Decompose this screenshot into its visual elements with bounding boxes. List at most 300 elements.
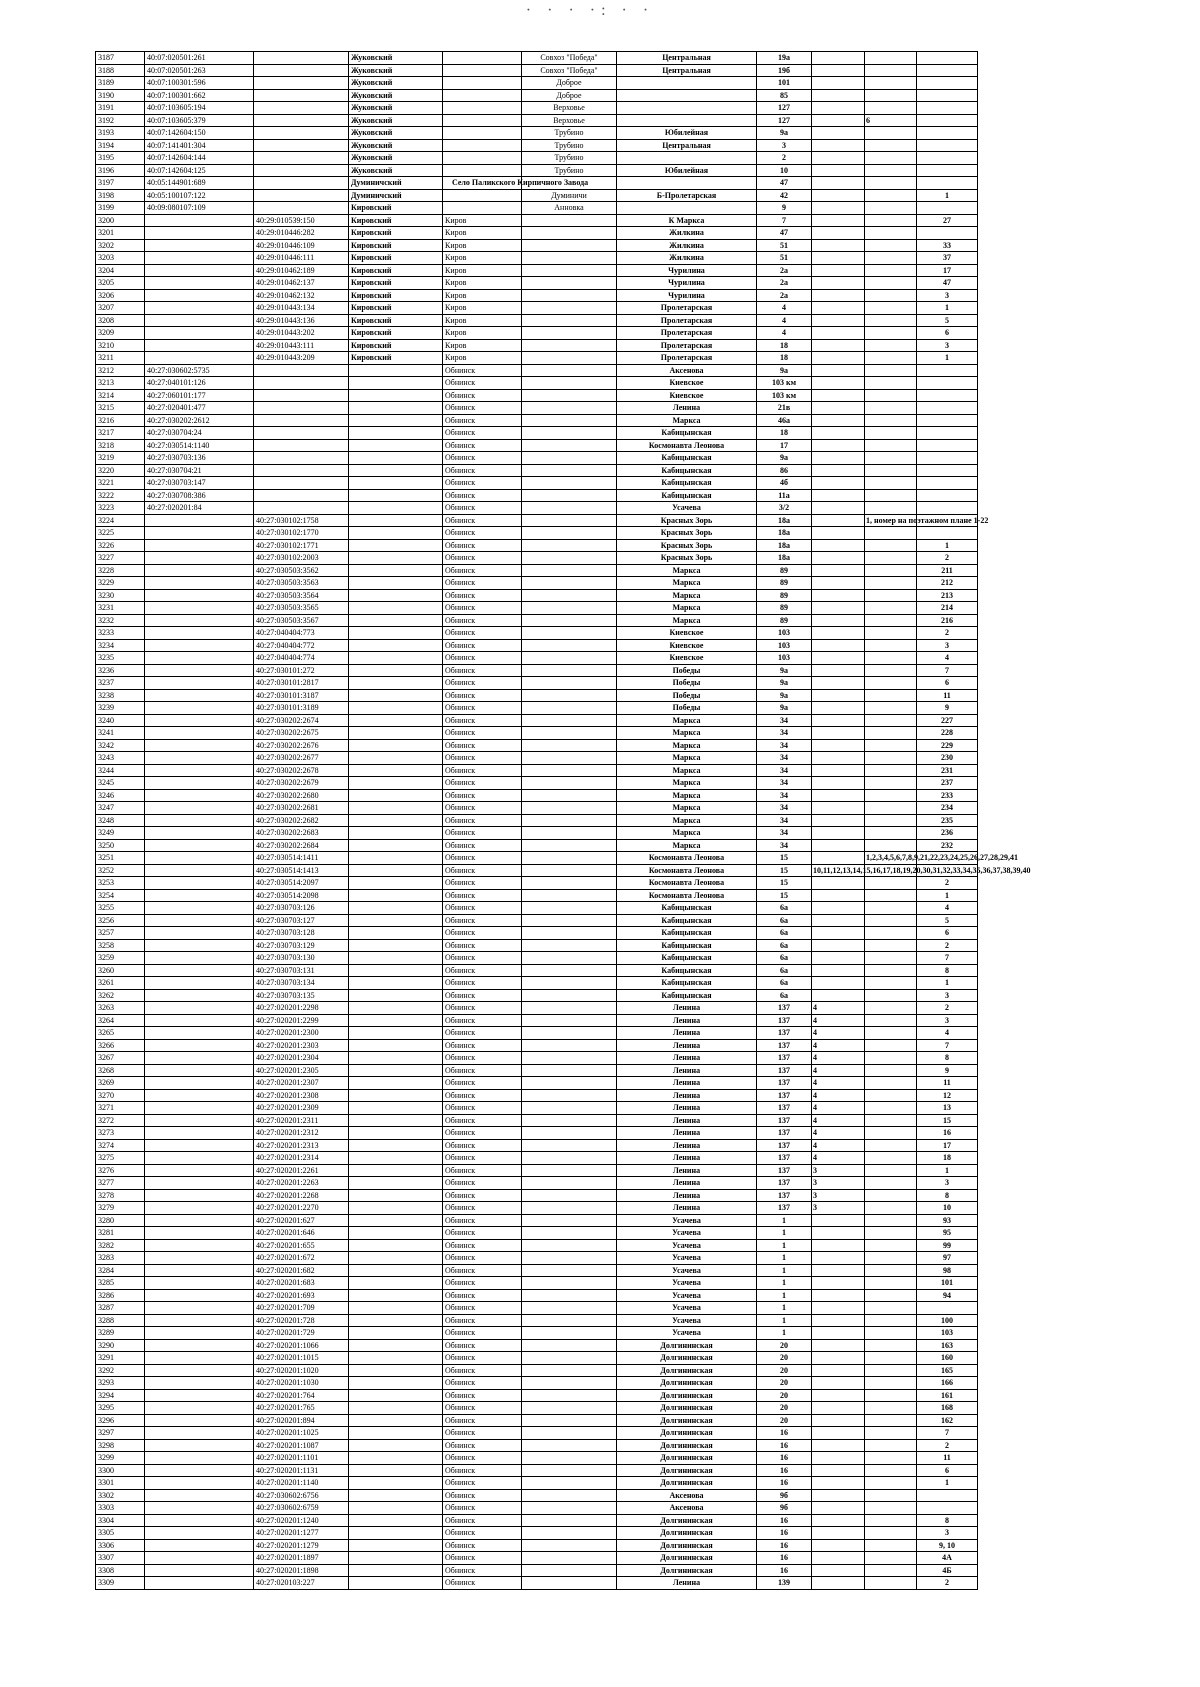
cadastral-number-object-cell: 40:29:010462:137 xyxy=(254,277,349,290)
cadastral-number-land-cell xyxy=(145,539,254,552)
cadastral-number-object-cell: 40:27:020201:764 xyxy=(254,1389,349,1402)
table-row xyxy=(96,1214,978,1227)
settlement-cell xyxy=(522,1289,617,1302)
apartment-cell: 2 xyxy=(917,939,978,952)
settlement-cell xyxy=(522,502,617,515)
cadastral-number-object-cell: 40:27:030102:1758 xyxy=(254,514,349,527)
street-cell: Долгининская xyxy=(617,1439,757,1452)
row-number-cell: 3305 xyxy=(96,1527,145,1540)
apartment-cell: 168 xyxy=(917,1402,978,1415)
settlement-cell xyxy=(522,477,617,490)
cadastral-number-object-cell: 40:27:020201:672 xyxy=(254,1252,349,1265)
cadastral-number-object-cell xyxy=(254,89,349,102)
apartment-cell: 234 xyxy=(917,802,978,815)
city-cell xyxy=(443,102,522,115)
house-cell: 103 км xyxy=(757,377,812,390)
district-cell xyxy=(349,1177,443,1190)
apartment-cell: 101 xyxy=(917,1277,978,1290)
apartment-note-cell xyxy=(865,939,917,952)
settlement-cell xyxy=(522,1152,617,1165)
table-row xyxy=(96,1477,978,1490)
apartment-cell: 1 xyxy=(917,977,978,990)
cadastral-number-land-cell: 40:05:100107:122 xyxy=(145,189,254,202)
row-number-cell: 3235 xyxy=(96,652,145,665)
cadastral-number-object-cell: 40:27:020201:627 xyxy=(254,1214,349,1227)
settlement-cell: Доброе xyxy=(522,89,617,102)
cadastral-number-object-cell xyxy=(254,152,349,165)
street-cell: Пролетарская xyxy=(617,352,757,365)
house-cell: 16 xyxy=(757,1527,812,1540)
street-cell: Космонавта Леонова xyxy=(617,877,757,890)
cadastral-number-land-cell xyxy=(145,1189,254,1202)
settlement-cell: Совхоз "Победа" xyxy=(522,52,617,65)
building-cell xyxy=(812,1552,865,1565)
district-cell xyxy=(349,389,443,402)
settlement-cell xyxy=(522,352,617,365)
apartment-note-cell xyxy=(865,614,917,627)
row-number-cell: 3268 xyxy=(96,1064,145,1077)
table-row xyxy=(96,1464,978,1477)
table-row xyxy=(96,827,978,840)
cadastral-number-object-cell: 40:27:020201:2313 xyxy=(254,1139,349,1152)
settlement-cell xyxy=(522,664,617,677)
row-number-cell: 3252 xyxy=(96,864,145,877)
cadastral-number-land-cell: 40:07:020501:263 xyxy=(145,64,254,77)
cadastral-number-land-cell xyxy=(145,1227,254,1240)
house-cell: 18а xyxy=(757,527,812,540)
apartment-cell: 230 xyxy=(917,752,978,765)
house-cell: 9а xyxy=(757,364,812,377)
apartment-cell xyxy=(917,152,978,165)
row-number-cell: 3243 xyxy=(96,752,145,765)
cadastral-number-land-cell xyxy=(145,1339,254,1352)
apartment-note-cell xyxy=(865,414,917,427)
cadastral-number-land-cell xyxy=(145,1414,254,1427)
row-number-cell: 3302 xyxy=(96,1489,145,1502)
building-cell xyxy=(812,802,865,815)
city-cell: Киров xyxy=(443,264,522,277)
row-number-cell: 3287 xyxy=(96,1302,145,1315)
apartment-cell: 3 xyxy=(917,1177,978,1190)
cadastral-number-object-cell: 40:27:030503:3562 xyxy=(254,564,349,577)
cadastral-number-land-cell xyxy=(145,1314,254,1327)
table-row xyxy=(96,989,978,1002)
table-row xyxy=(96,789,978,802)
cadastral-number-object-cell: 40:27:020201:1015 xyxy=(254,1352,349,1365)
row-number-cell: 3284 xyxy=(96,1264,145,1277)
house-cell: 137 xyxy=(757,1039,812,1052)
cadastral-number-object-cell: 40:27:020201:2298 xyxy=(254,1002,349,1015)
apartment-cell xyxy=(917,477,978,490)
table-row xyxy=(96,639,978,652)
house-cell: 1 xyxy=(757,1277,812,1290)
settlement-cell xyxy=(522,1189,617,1202)
apartment-note-cell xyxy=(865,177,917,190)
building-cell xyxy=(812,1139,865,1152)
house-cell: 18 xyxy=(757,339,812,352)
house-cell: 7 xyxy=(757,214,812,227)
apartment-cell: 9 xyxy=(917,702,978,715)
apartment-note-cell xyxy=(865,902,917,915)
cadastral-number-land-cell xyxy=(145,339,254,352)
district-cell: Кировский xyxy=(349,289,443,302)
apartment-cell: 229 xyxy=(917,739,978,752)
apartment-cell xyxy=(917,389,978,402)
table-row xyxy=(96,677,978,690)
settlement-cell xyxy=(522,464,617,477)
table-row xyxy=(96,389,978,402)
cadastral-number-object-cell: 40:27:020201:2261 xyxy=(254,1164,349,1177)
table-row xyxy=(96,1552,978,1565)
cadastral-number-object-cell: 40:27:030514:2097 xyxy=(254,877,349,890)
apartment-cell: 3 xyxy=(917,639,978,652)
settlement-cell xyxy=(522,1127,617,1140)
table-row xyxy=(96,977,978,990)
cadastral-number-land-cell xyxy=(145,252,254,265)
city-cell: Обнинск xyxy=(443,552,522,565)
building-cell xyxy=(812,464,865,477)
table-row xyxy=(96,927,978,940)
table-row xyxy=(96,1289,978,1302)
street-cell: Киевское xyxy=(617,627,757,640)
cadastral-number-object-cell: 40:29:010443:209 xyxy=(254,352,349,365)
cadastral-number-object-cell: 40:27:030703:134 xyxy=(254,977,349,990)
apartment-note-cell xyxy=(865,1264,917,1277)
district-cell xyxy=(349,789,443,802)
settlement-cell xyxy=(522,877,617,890)
cadastral-number-land-cell xyxy=(145,327,254,340)
row-number-cell: 3248 xyxy=(96,814,145,827)
table-row xyxy=(96,764,978,777)
apartment-note-cell xyxy=(865,527,917,540)
settlement-cell xyxy=(522,927,617,940)
district-cell: Кировский xyxy=(349,264,443,277)
district-cell xyxy=(349,927,443,940)
apartment-cell: 5 xyxy=(917,914,978,927)
apartment-cell xyxy=(917,1502,978,1515)
cadastral-number-object-cell: 40:27:030102:2003 xyxy=(254,552,349,565)
street-cell: Маркса xyxy=(617,564,757,577)
row-number-cell: 3222 xyxy=(96,489,145,502)
cadastral-number-land-cell xyxy=(145,1302,254,1315)
cadastral-number-land-cell xyxy=(145,589,254,602)
table-row xyxy=(96,1439,978,1452)
table-row xyxy=(96,889,978,902)
cadastral-number-land-cell xyxy=(145,639,254,652)
apartment-note-cell xyxy=(865,1327,917,1340)
cadastral-number-land-cell: 40:27:020201:84 xyxy=(145,502,254,515)
building-text: 4 xyxy=(813,1015,817,1025)
row-number-cell: 3271 xyxy=(96,1102,145,1115)
settlement-cell xyxy=(522,1139,617,1152)
apartment-note-cell xyxy=(865,577,917,590)
row-number-cell: 3292 xyxy=(96,1364,145,1377)
settlement-cell xyxy=(522,989,617,1002)
table-row xyxy=(96,302,978,315)
house-cell: 4 xyxy=(757,302,812,315)
table-row xyxy=(96,689,978,702)
apartment-note-cell xyxy=(865,852,1018,865)
table-row xyxy=(96,214,978,227)
apartment-note-cell xyxy=(865,214,917,227)
row-number-cell: 3189 xyxy=(96,77,145,90)
apartment-note-cell xyxy=(865,364,917,377)
cadastral-number-object-cell: 40:27:030101:3189 xyxy=(254,702,349,715)
district-cell xyxy=(349,1314,443,1327)
cadastral-number-land-cell xyxy=(145,1177,254,1190)
building-cell xyxy=(812,389,865,402)
apartment-cell: 17 xyxy=(917,1139,978,1152)
house-cell: 46а xyxy=(757,414,812,427)
apartment-note-cell xyxy=(865,1127,917,1140)
settlement-cell xyxy=(522,302,617,315)
house-cell: 137 xyxy=(757,1139,812,1152)
building-cell xyxy=(812,239,865,252)
house-cell: 34 xyxy=(757,777,812,790)
cadastral-number-object-cell: 40:27:030703:128 xyxy=(254,927,349,940)
cadastral-number-object-cell: 40:27:030703:135 xyxy=(254,989,349,1002)
cadastral-number-land-cell xyxy=(145,1402,254,1415)
apartment-note-cell xyxy=(865,502,917,515)
apartment-note-cell xyxy=(865,714,917,727)
cadastral-number-object-cell xyxy=(254,464,349,477)
apartment-note-cell xyxy=(865,1527,917,1540)
table-row xyxy=(96,914,978,927)
cadastral-number-object-cell: 40:27:030202:2677 xyxy=(254,752,349,765)
apartment-note-cell xyxy=(865,964,917,977)
apartment-cell: 4 xyxy=(917,652,978,665)
table-row xyxy=(96,864,978,877)
district-cell xyxy=(349,427,443,440)
house-cell: 4 xyxy=(757,314,812,327)
city-cell: Обнинск xyxy=(443,1302,522,1315)
settlement-cell xyxy=(522,1177,617,1190)
table-row xyxy=(96,102,978,115)
city-cell: Киров xyxy=(443,339,522,352)
cadastral-number-object-cell: 40:27:020201:1087 xyxy=(254,1439,349,1452)
apartment-note-cell xyxy=(865,64,917,77)
cadastral-number-land-cell xyxy=(145,802,254,815)
settlement-cell xyxy=(522,1564,617,1577)
street-cell: Красных Зорь xyxy=(617,539,757,552)
cadastral-number-land-cell: 40:27:030708:386 xyxy=(145,489,254,502)
apartment-cell: 216 xyxy=(917,614,978,627)
table-row xyxy=(96,877,978,890)
district-cell: Кировский xyxy=(349,314,443,327)
apartment-cell: 37 xyxy=(917,252,978,265)
house-cell: 137 xyxy=(757,1089,812,1102)
cadastral-number-object-cell: 40:27:020201:2303 xyxy=(254,1039,349,1052)
settlement-cell xyxy=(522,952,617,965)
district-cell xyxy=(349,502,443,515)
building-cell xyxy=(812,1027,865,1040)
apartment-note-cell xyxy=(865,1164,917,1177)
cadastral-number-land-cell xyxy=(145,314,254,327)
building-cell xyxy=(812,1039,865,1052)
district-cell xyxy=(349,852,443,865)
apartment-note-cell xyxy=(865,1514,917,1527)
street-cell xyxy=(617,114,757,127)
apartment-cell: 4 xyxy=(917,902,978,915)
settlement-cell xyxy=(522,727,617,740)
apartment-note-cell xyxy=(865,327,917,340)
street-cell: Ленина xyxy=(617,1089,757,1102)
settlement-cell xyxy=(522,577,617,590)
street-cell: Ленина xyxy=(617,1202,757,1215)
city-cell xyxy=(443,189,522,202)
apartment-note-cell xyxy=(865,1302,917,1315)
settlement-cell xyxy=(522,439,617,452)
city-cell: Обнинск xyxy=(443,977,522,990)
district-cell xyxy=(349,1564,443,1577)
table-row xyxy=(96,839,978,852)
table-row xyxy=(96,552,978,565)
street-cell: Ленина xyxy=(617,1102,757,1115)
house-cell: 103 км xyxy=(757,389,812,402)
cadastral-number-land-cell xyxy=(145,839,254,852)
table-row xyxy=(96,777,978,790)
district-cell xyxy=(349,1077,443,1090)
row-number-cell: 3226 xyxy=(96,539,145,552)
building-cell xyxy=(812,427,865,440)
row-number-cell: 3289 xyxy=(96,1327,145,1340)
house-cell: 1 xyxy=(757,1327,812,1340)
cadastral-number-land-cell: 40:27:030202:2612 xyxy=(145,414,254,427)
cadastral-number-land-cell xyxy=(145,1277,254,1290)
city-cell: Обнинск xyxy=(443,1339,522,1352)
apartment-cell: 15 xyxy=(917,1114,978,1127)
table-row xyxy=(96,177,978,190)
settlement-cell xyxy=(522,452,617,465)
row-number-cell: 3293 xyxy=(96,1377,145,1390)
settlement-cell xyxy=(522,1402,617,1415)
table-row xyxy=(96,89,978,102)
apartment-note-cell xyxy=(865,864,917,877)
settlement-cell xyxy=(522,764,617,777)
house-cell: 6а xyxy=(757,977,812,990)
apartment-note-cell xyxy=(865,152,917,165)
apartment-cell: 11 xyxy=(917,1452,978,1465)
row-number-cell: 3294 xyxy=(96,1389,145,1402)
district-cell: Кировский xyxy=(349,327,443,340)
row-number-cell: 3273 xyxy=(96,1127,145,1140)
apartment-cell: 3 xyxy=(917,289,978,302)
house-cell: 139 xyxy=(757,1577,812,1590)
cadastral-number-object-cell: 40:27:020201:729 xyxy=(254,1327,349,1340)
city-cell: Обнинск xyxy=(443,1252,522,1265)
district-cell xyxy=(349,1539,443,1552)
table-row xyxy=(96,277,978,290)
district-cell xyxy=(349,1277,443,1290)
settlement-cell xyxy=(522,739,617,752)
apartment-note-cell xyxy=(865,589,917,602)
street-cell: Пролетарская xyxy=(617,314,757,327)
house-cell: 18а xyxy=(757,514,812,527)
apartment-note-cell xyxy=(865,877,917,890)
building-cell xyxy=(812,727,865,740)
table-row xyxy=(96,439,978,452)
settlement-cell xyxy=(522,1202,617,1215)
apartment-note-cell xyxy=(865,952,917,965)
cadastral-number-land-cell xyxy=(145,1439,254,1452)
row-number-cell: 3225 xyxy=(96,527,145,540)
city-cell: Обнинск xyxy=(443,914,522,927)
building-cell xyxy=(812,77,865,90)
apartment-cell: 1 xyxy=(917,302,978,315)
row-number-cell: 3249 xyxy=(96,827,145,840)
house-cell: 20 xyxy=(757,1414,812,1427)
settlement-cell xyxy=(522,239,617,252)
house-cell: 3/2 xyxy=(757,502,812,515)
city-cell: Обнинск xyxy=(443,814,522,827)
cadastral-number-land-cell xyxy=(145,1239,254,1252)
cadastral-number-object-cell xyxy=(254,402,349,415)
building-cell xyxy=(812,352,865,365)
house-cell: 89 xyxy=(757,614,812,627)
cadastral-number-land-cell xyxy=(145,727,254,740)
city-cell: Обнинск xyxy=(443,602,522,615)
district-cell: Жуковский xyxy=(349,114,443,127)
settlement-cell xyxy=(522,414,617,427)
row-number-cell: 3229 xyxy=(96,577,145,590)
cadastral-number-object-cell: 40:27:030703:127 xyxy=(254,914,349,927)
building-cell xyxy=(812,1352,865,1365)
cadastral-number-object-cell xyxy=(254,77,349,90)
apartment-cell: 11 xyxy=(917,1077,978,1090)
cadastral-number-object-cell: 40:27:030503:3567 xyxy=(254,614,349,627)
settlement-cell xyxy=(522,627,617,640)
city-cell: Обнинск xyxy=(443,864,522,877)
cadastral-number-land-cell: 40:07:020501:261 xyxy=(145,52,254,65)
street-cell: Усачева xyxy=(617,1239,757,1252)
house-cell: 1 xyxy=(757,1314,812,1327)
row-number-cell: 3286 xyxy=(96,1289,145,1302)
apartment-cell: 7 xyxy=(917,1427,978,1440)
settlement-cell xyxy=(522,1389,617,1402)
house-cell: 9а xyxy=(757,664,812,677)
cadastral-number-object-cell: 40:29:010443:134 xyxy=(254,302,349,315)
street-cell: Усачева xyxy=(617,1214,757,1227)
city-cell: Обнинск xyxy=(443,377,522,390)
cadastral-number-land-cell xyxy=(145,552,254,565)
cadastral-number-land-cell xyxy=(145,1089,254,1102)
table-row xyxy=(96,1564,978,1577)
cadastral-number-object-cell: 40:27:030102:1770 xyxy=(254,527,349,540)
cadastral-number-land-cell xyxy=(145,1039,254,1052)
apartment-cell: 2 xyxy=(917,627,978,640)
apartment-cell: 233 xyxy=(917,789,978,802)
cadastral-number-land-cell: 40:09:080107:109 xyxy=(145,202,254,215)
street-cell: Маркса xyxy=(617,789,757,802)
district-cell: Кировский xyxy=(349,214,443,227)
building-cell xyxy=(812,1239,865,1252)
apartment-note-cell xyxy=(865,139,917,152)
row-number-cell: 3255 xyxy=(96,902,145,915)
street-cell: Кабицынская xyxy=(617,902,757,915)
city-cell: Киров xyxy=(443,302,522,315)
building-cell xyxy=(812,452,865,465)
cadastral-number-object-cell: 40:29:010443:202 xyxy=(254,327,349,340)
row-number-cell: 3231 xyxy=(96,602,145,615)
settlement-cell: Совхоз "Победа" xyxy=(522,64,617,77)
street-cell: Кабицынская xyxy=(617,914,757,927)
settlement-cell xyxy=(522,539,617,552)
apartment-note-cell xyxy=(865,252,917,265)
row-number-cell: 3221 xyxy=(96,477,145,490)
settlement-cell: Анновка xyxy=(522,202,617,215)
house-cell: 137 xyxy=(757,1114,812,1127)
city-cell: Обнинск xyxy=(443,1402,522,1415)
